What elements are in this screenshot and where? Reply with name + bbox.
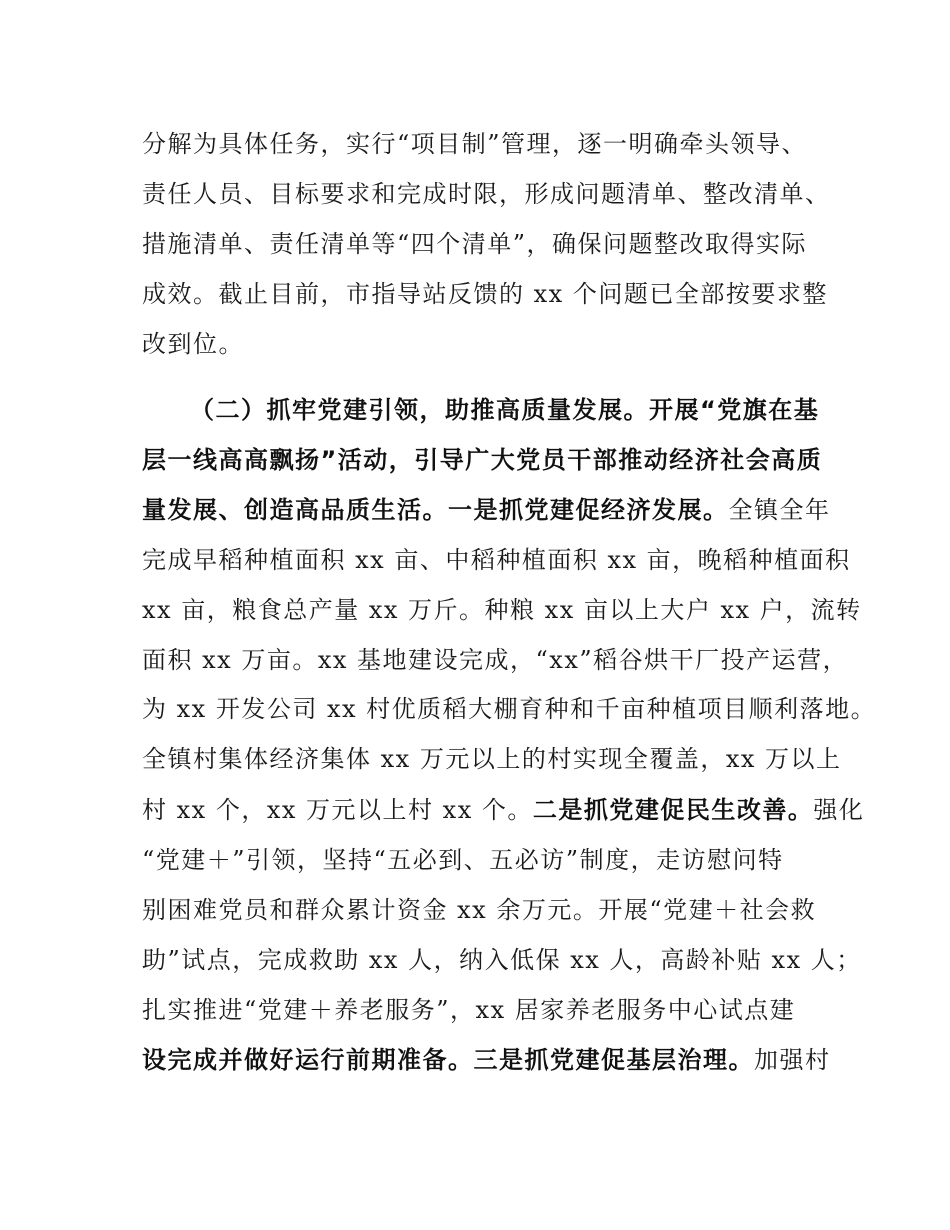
bold-text-run: 量发展、创造高品质生活。一是抓党建促经济发展。 [142,496,729,524]
text-line [142,944,862,976]
text-run: 强化 [813,796,865,824]
text-run: 分解为具体任务，实行“项目制”管理，逐一明确牵头领导、 [142,130,808,158]
text-line [142,494,831,526]
text-run: “党建＋”引领，坚持“五必到、五必访”制度，走访慰问特 [142,846,784,874]
text-run: 为 xx 开发公司 xx 村优质稻大棚育种和千亩种植项目顺利落地。 [142,695,877,723]
text-line [142,178,831,210]
text-run: xx 亩，粮食总产量 xx 万斤。种粮 xx 亩以上大户 xx 户，流转 [142,596,862,624]
text-run: 别困难党员和群众累计资金 xx 余万元。开展“党建＋社会救 [142,896,817,924]
text-line [142,844,784,876]
text-line [142,278,828,310]
text-run: 全镇村集体经济集体 xx 万元以上的村实现全覆盖，xx 万以上 [142,745,842,773]
text-line [142,743,842,775]
bold-text-run: 层一线高高飘扬”活动，引导广大党员干部推动经济社会高质 [142,446,823,474]
text-run: 面积 xx 万亩。xx 基地建设完成，“xx”稻谷烘干厂投产运营， [142,646,849,674]
text-run: 扎实推进“党建＋养老服务”，xx 居家养老服务中心试点建 [142,996,796,1024]
text-run: 成效。截止目前，市指导站反馈的 xx 个问题已全部按要求整 [142,280,828,308]
text-run: 改到位。 [142,330,244,358]
text-line [142,544,851,576]
text-run: 加强村 [754,1046,831,1074]
text-line [142,128,807,160]
text-line [142,794,864,826]
text-line [190,394,819,426]
bold-text-run: 二是抓党建促民生改善。 [532,796,814,824]
text-run: 助”试点，完成救助 xx 人，纳入低保 xx 人，高龄补贴 xx 人； [142,946,862,974]
text-line [142,444,822,476]
text-run: 措施清单、责任清单等“四个清单”，确保问题整改取得实际 [142,230,808,258]
text-run: 责任人员、目标要求和完成时限，形成问题清单、整改清单、 [142,180,831,208]
text-line [142,594,862,626]
bold-text-run: 设完成并做好运行前期准备。 [142,1046,474,1074]
text-line [142,328,244,360]
text-run: 全镇全年 [728,496,831,524]
text-run: 完成早稻种植面积 xx 亩、中稻种植面积 xx 亩，晚稻种植面积 [142,546,851,574]
text-line [142,1044,831,1076]
bold-text-run: （二）抓牢党建引领，助推高质量发展。开展“党旗在基 [190,396,820,424]
text-line [142,644,848,676]
text-line [142,994,795,1026]
text-line [142,228,807,260]
bold-text-run: 三是抓党建促基层治理。 [473,1046,754,1074]
text-line [142,693,876,725]
text-run: 村 xx 个，xx 万元以上村 xx 个。 [142,796,533,824]
text-line [142,894,816,926]
